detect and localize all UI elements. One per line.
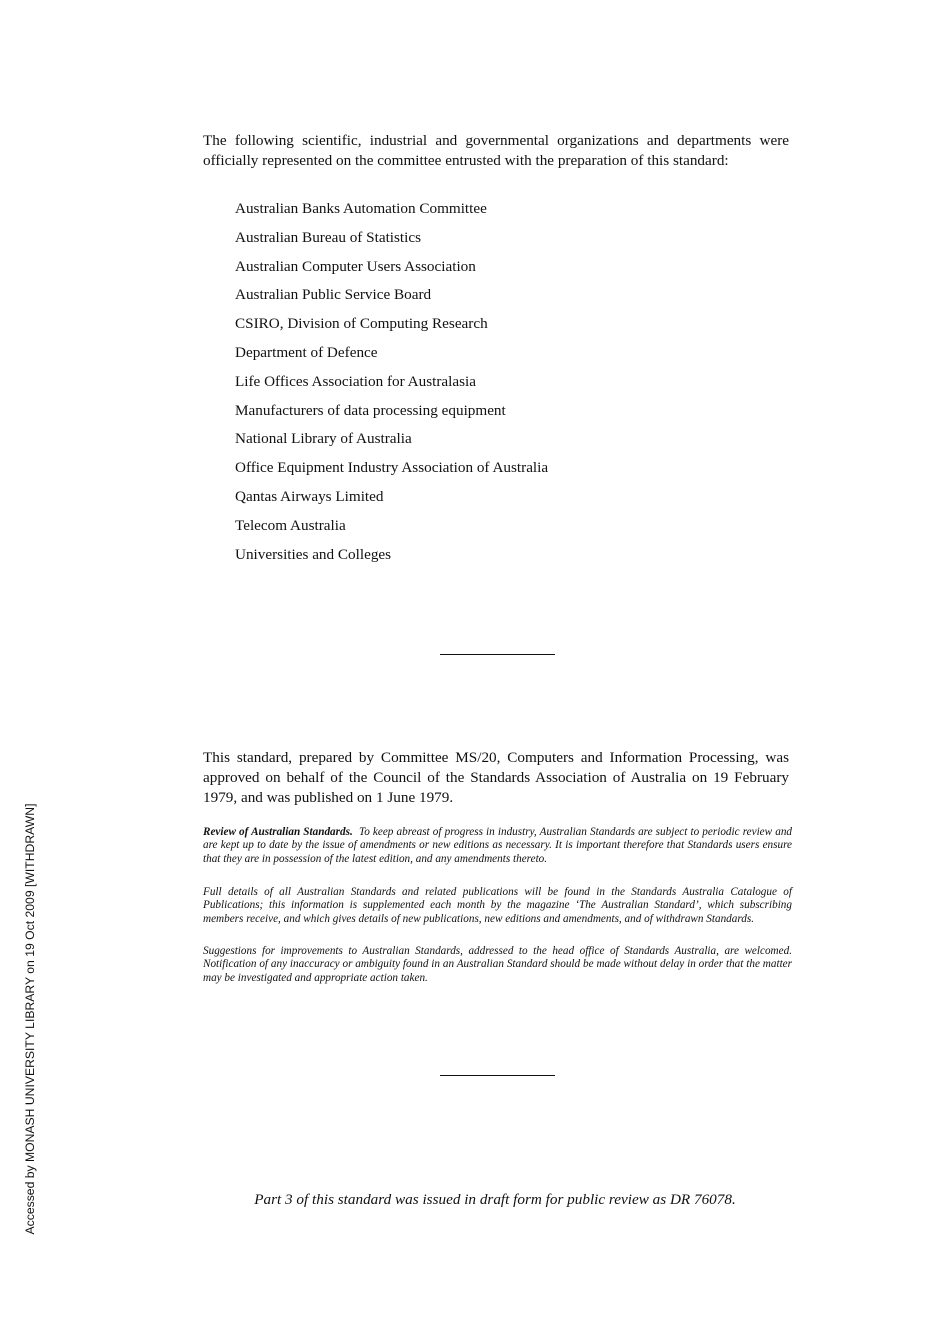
list-item: Manufacturers of data processing equipment [235,401,506,419]
list-item: Australian Banks Automation Committee [235,200,487,217]
list-item: Life Offices Association for Australasia [235,372,476,390]
list-item: Telecom Australia [235,516,346,534]
list-item: Universities and Colleges [235,545,392,563]
list-item: National Library of Australia [235,430,412,448]
catalogue-details: Full details of all Australian Standards and related publications will be found in the Standards Australia Catalogue of Publications; this information is supplemented each month by the magazine ‘The Australian Standard’, which subscribing members receive, and which gives details of new publications, new editions and amendments, and of withdrawn Standards. [203,886,792,925]
organization-list [235,199,548,573]
list-item: Qantas Airways Limited [235,487,384,505]
list-item: Department of Defence [235,343,378,361]
review-heading: Review of Australian Standards. [203,826,353,838]
access-stamp: Accessed by MONASH UNIVERSITY LIBRARY on 19 Oct 2009 [WITHDRAWN] [23,803,37,1235]
list-item: Australian Computer Users Association [235,257,476,275]
list-item: Australian Bureau of Statistics [235,228,422,246]
list-item: Australian Public Service Board [235,286,432,304]
review-text: To keep abreast of progress in industry, Australian Standards are subject to periodic review and are kept up to date by the issue of amendments or new editions as necessary. It is important therefore that Standards users ensure that they are in possession of the latest edition, and any amendments thereto. [203,826,793,865]
review-paragraph [203,826,792,866]
suggestions-paragraph: Suggestions for improvements to Australian Standards, addressed to the head office of Standards Australia, are welcomed. Notification of any inaccuracy or ambiguity found in an Australian Standard should be made without delay in order that the matter may be investigated and appropriate action taken. [203,945,792,984]
draft-note: Part 3 of this standard was issued in draft form for public review as DR 76078. [254,1191,736,1208]
list-item: CSIRO, Division of Computing Research [235,315,488,333]
committee-intro: The following scientific, industrial and governmental organizations and departments were officially represented on the committee entrusted with the preparation of this standard: [203,132,789,169]
approval-statement: This standard, prepared by Committee MS/20, Computers and Information Processing, was approved on behalf of the Council of the Standards Association of Australia on 19 February 1979, and was published on 1 June 1979. [203,749,789,806]
section-divider [440,654,555,655]
section-divider [440,1075,555,1076]
list-item: Office Equipment Industry Association of Australia [235,459,549,477]
